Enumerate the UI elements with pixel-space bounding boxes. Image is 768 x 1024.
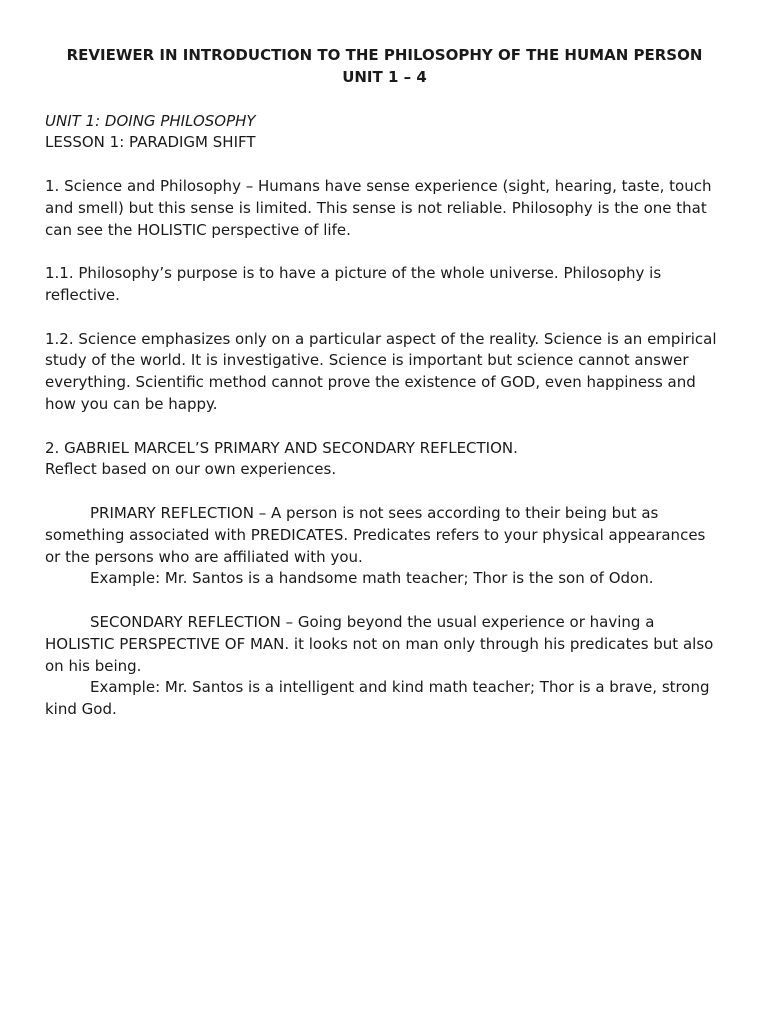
document-title [45,45,724,89]
unit-block [45,111,724,155]
paragraph-science-philosophy [45,176,724,241]
unit-heading: UNIT 1: DOING PHILOSOPHY [45,111,256,130]
lesson-heading: LESSON 1: PARADIGM SHIFT [45,133,256,152]
section-heading: 2. GABRIEL MARCEL’S PRIMARY AND SECONDARY REFLECTION. [45,438,518,457]
section-subtext: Reflect based on our own experiences. [45,460,337,479]
paragraph-text: SECONDARY REFLECTION – Going beyond the usual experience or having a HOLISTIC PERSPECTIVE OF MAN. it looks not on man only through his predicates but also on his being. [45,612,714,675]
paragraph-text: 1. Science and Philosophy – Humans have sense experience (sight, hearing, taste, touch and smell) but this sense is limited. This sense is not reliable. Philosophy is the one that can see the HOLISTIC perspective of life. [45,176,712,239]
example-text: Example: Mr. Santos is a handsome math teacher; Thor is the son of Odon. [90,569,654,588]
paragraph-philosophy-purpose [45,263,724,307]
paragraph-secondary-reflection [45,612,724,721]
example-text: Example: Mr. Santos is a intelligent and kind math teacher; Thor is a brave, strong kind God. [45,678,710,719]
paragraph-primary-reflection [45,503,724,590]
paragraph-science-emphasis [45,329,724,416]
paragraph-text: PRIMARY REFLECTION – A person is not sees according to their being but as something associated with PREDICATES. Predicates refers to your physical appearances or the persons who are affiliated with you. [45,503,706,566]
title-line-2: UNIT 1 – 4 [342,67,427,86]
title-line-1: REVIEWER IN INTRODUCTION TO THE PHILOSOPHY OF THE HUMAN PERSON [66,46,703,64]
paragraph-text: 1.1. Philosophy’s purpose is to have a picture of the whole universe. Philosophy is reflective. [45,264,662,304]
paragraph-marcel [45,438,724,482]
paragraph-text: 1.2. Science emphasizes only on a particular aspect of the reality. Science is an empirical study of the world. It is investigative. Science is important but science cannot answer everything. Scientific method cannot prove the existence of GOD, even happiness and how you can be happy. [45,329,717,413]
